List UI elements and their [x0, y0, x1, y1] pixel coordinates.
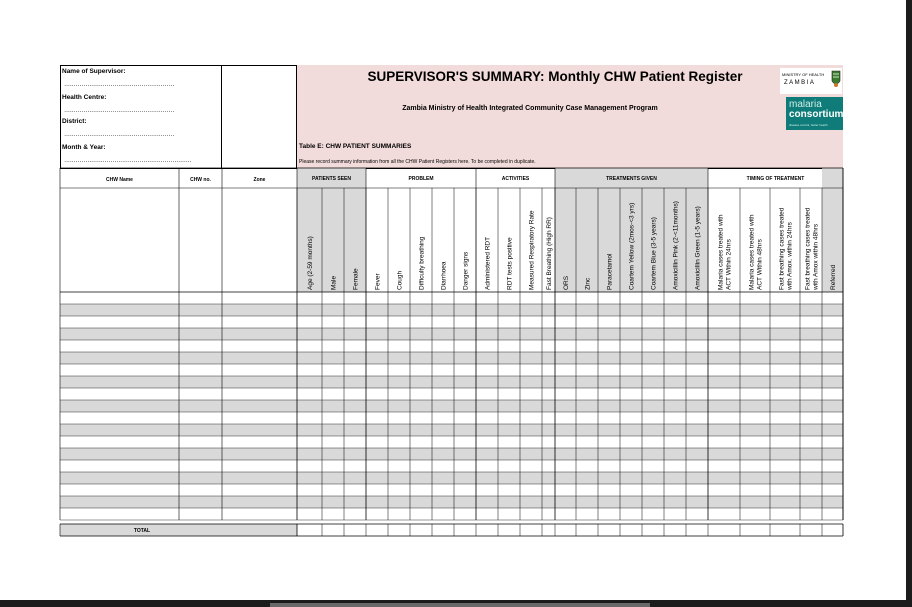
district-label: District:	[62, 118, 87, 125]
sub-column-header: Malaria cases treated with	[717, 214, 725, 290]
window-frame-right	[906, 0, 912, 607]
page-title: SUPERVISOR'S SUMMARY: Monthly CHW Patient Register	[367, 69, 743, 84]
sub-column-header: ORS	[563, 275, 570, 290]
table-row-stripe	[60, 328, 843, 340]
health-centre-line: …………………………………………………	[64, 108, 175, 114]
group-header: TREATMENTS GIVEN	[606, 176, 657, 182]
table-row-stripe	[60, 376, 843, 388]
sub-column-header: Malaria cases treated with	[748, 214, 756, 290]
sub-column-header: Amoxicillin Green (1-5 years)	[694, 206, 702, 290]
supervisor-name-label: Name of Supervisor:	[62, 68, 126, 75]
sub-column-header: ACT Within 24hrs	[725, 239, 733, 290]
table-row-stripe	[60, 352, 843, 364]
sub-column-header: Danger signs	[462, 251, 470, 290]
table-row-stripe	[60, 448, 843, 460]
mc-logo-line2: consortium	[789, 109, 843, 120]
id-column-header: CHW Name	[106, 177, 133, 183]
total-label: TOTAL	[133, 528, 151, 534]
program-subtitle: Zambia Ministry of Health Integrated Community Case Management Program	[402, 105, 658, 112]
mc-logo-tagline: disease control, better health	[789, 123, 828, 127]
group-header: TIMING OF TREATMENT	[746, 176, 805, 182]
sub-column-header: Diarrhoea	[440, 261, 448, 290]
sub-column-header: Administered RDT	[484, 236, 492, 290]
sub-column-header: Cough	[396, 270, 404, 290]
sub-column-header: Amoxicillin Pink (2-<11months)	[672, 201, 680, 290]
sub-column-header: Fast breathing cases treated	[778, 207, 786, 290]
moh-logo-line1: MINISTRY OF HEALTH	[782, 72, 825, 77]
id-column-header: CHW no.	[190, 177, 211, 183]
sub-column-header: with Amox. within 24hrs	[786, 222, 794, 290]
table-label: Table E: CHW PATIENT SUMMARIES	[299, 143, 412, 150]
sub-column-header: Fever	[374, 273, 382, 290]
supervisor-name-line: …………………………………………………	[64, 82, 175, 88]
total-row-shade	[60, 524, 297, 536]
table-row-stripe	[60, 472, 843, 484]
group-header: ACTIVITIES	[501, 176, 530, 182]
mc-logo-line1: malaria	[789, 99, 822, 110]
sub-column-header: Fast breathing cases treated	[804, 207, 812, 290]
sub-column-header: Difficulty breathing	[418, 236, 426, 290]
moh-logo-line2: ZAMBIA	[784, 80, 816, 86]
sub-column-header: Male	[330, 275, 338, 290]
month-year-label: Month & Year:	[62, 144, 106, 151]
sub-column-header: Coartem Yellow (2mos-<3 yrs)	[628, 202, 636, 290]
instruction-text: Please record summary information from all the CHW Patient Registers here. To be completed in duplicate.	[299, 159, 536, 165]
sub-column-header: ACT Within 48hrs	[756, 239, 764, 290]
sub-column-header: Zinc	[584, 277, 592, 290]
sub-column-header: RDT tests positive	[506, 237, 514, 290]
district-line: …………………………………………………	[64, 132, 175, 138]
month-year-line: …………………………………………………………	[64, 158, 192, 164]
table-row-stripe	[60, 496, 843, 508]
table-row-stripe	[60, 400, 843, 412]
sub-column-header: with Amox within 48hrs	[812, 223, 820, 290]
sub-column-header: Age (2-59 months)	[307, 236, 314, 290]
table-row-stripe	[60, 424, 843, 436]
id-column-header: Zone	[253, 177, 266, 183]
sub-column-header: Paracetamol	[606, 253, 614, 290]
window-frame-bottom-highlight	[270, 603, 650, 607]
group-header: PROBLEM	[408, 176, 434, 182]
health-centre-label: Health Centre:	[62, 94, 107, 101]
sub-column-header: Fast Breathing (High RR)	[546, 217, 553, 290]
sub-column-header: Coartem Blue (3-5 years)	[650, 217, 658, 290]
sub-column-header: Referred	[830, 264, 837, 290]
group-header: PATIENTS SEEN	[312, 176, 351, 182]
sub-column-header: Measured Respiratory Rate	[528, 210, 536, 290]
sub-column-header: Female	[352, 268, 360, 290]
table-row-stripe	[60, 304, 843, 316]
